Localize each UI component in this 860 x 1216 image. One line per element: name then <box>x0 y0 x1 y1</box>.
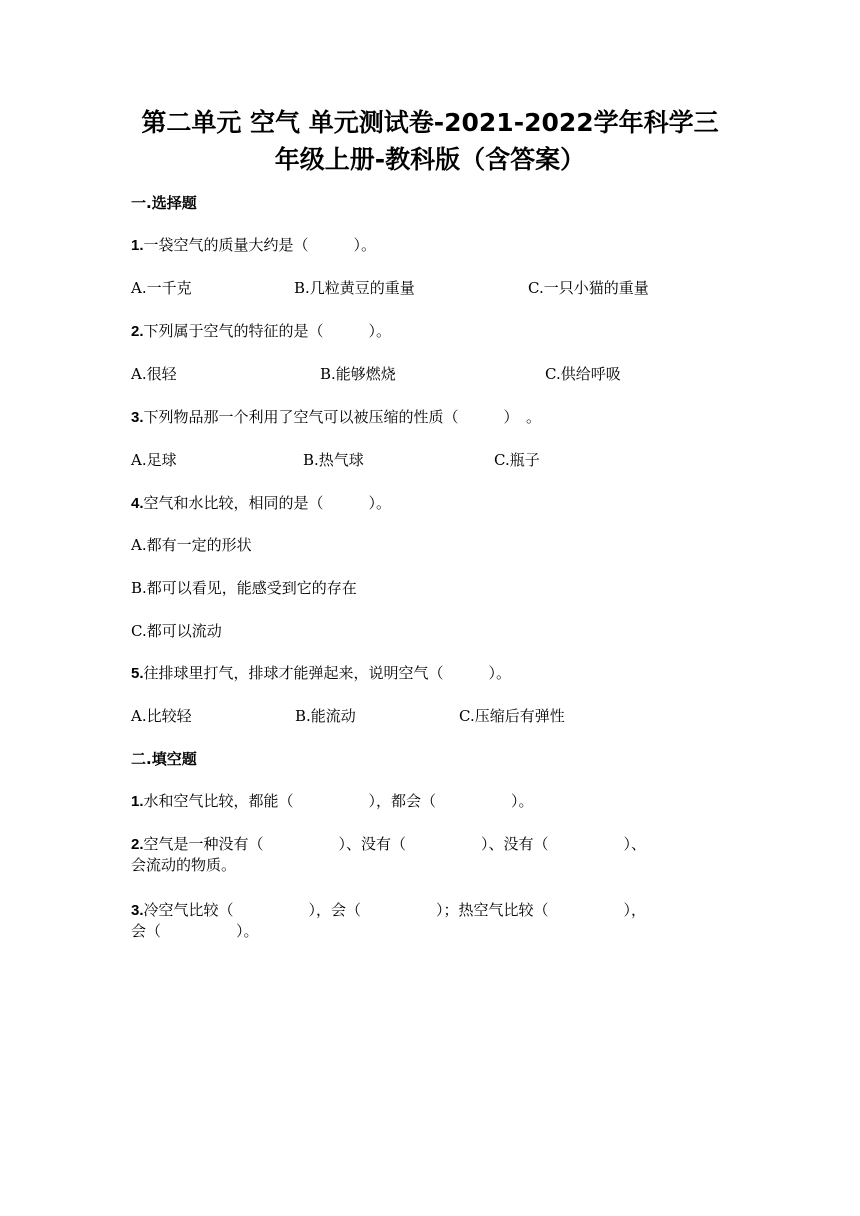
option-b: B.能流动 <box>295 707 356 725</box>
question-number: 5. <box>131 665 144 682</box>
question-text: 水和空气比较，都能（ ），都会（ ）。 <box>143 792 534 810</box>
question-4 <box>131 493 391 514</box>
option-c: C.都可以流动 <box>131 622 222 640</box>
option-c: C.一只小猫的重量 <box>528 279 649 297</box>
section-heading-choice: 一.选择题 <box>131 194 197 212</box>
question-number: 3. <box>131 409 144 426</box>
option-b: B.热气球 <box>303 451 364 469</box>
question-text: 往排球里打气，排球才能弹起来，说明空气（ ）。 <box>143 664 512 682</box>
fill-question-1 <box>131 791 534 812</box>
option-a: A.一千克 <box>131 279 192 297</box>
page-title <box>60 104 800 178</box>
question-text: 空气和水比较，相同的是（ ）。 <box>143 494 392 512</box>
option-a: A.比较轻 <box>131 707 192 725</box>
fill-question-3-continued: 会（ ）。 <box>131 922 259 940</box>
option-c: C.瓶子 <box>494 451 540 469</box>
question-number: 3. <box>131 902 144 919</box>
question-number: 1. <box>131 793 144 810</box>
section-heading-fill: 二.填空题 <box>131 750 197 768</box>
option-c: C.压缩后有弹性 <box>459 707 565 725</box>
fill-question-3 <box>131 900 646 921</box>
question-text: 下列物品那一个利用了空气可以被压缩的性质（ ） 。 <box>143 408 542 426</box>
option-b: B.都可以看见，能感受到它的存在 <box>131 579 357 597</box>
question-number: 4. <box>131 495 144 512</box>
question-1 <box>131 235 376 256</box>
fill-question-2-continued: 会流动的物质。 <box>131 856 237 874</box>
option-a: A.足球 <box>131 451 177 469</box>
option-a: A.都有一定的形状 <box>131 536 252 554</box>
question-text: 冷空气比较（ ），会（ ）；热空气比较（ ）， <box>143 901 647 919</box>
option-b: B.能够燃烧 <box>320 365 396 383</box>
question-text: 空气是一种没有（ ）、没有（ ）、没有（ ）、 <box>143 835 647 853</box>
question-number: 2. <box>131 836 144 853</box>
question-5 <box>131 663 511 684</box>
option-c: C.供给呼吸 <box>545 365 621 383</box>
question-2 <box>131 321 391 342</box>
fill-question-2 <box>131 834 646 855</box>
question-number: 2. <box>131 323 144 340</box>
title-line-1: 第二单元 空气 单元测试卷-2021-2022学年科学三 <box>141 108 719 137</box>
option-b: B.几粒黄豆的重量 <box>294 279 415 297</box>
question-number: 1. <box>131 237 144 254</box>
title-line-2: 年级上册-教科版（含答案） <box>274 145 586 174</box>
question-text: 下列属于空气的特征的是（ ）。 <box>143 322 392 340</box>
option-a: A.很轻 <box>131 365 177 383</box>
question-3 <box>131 407 541 428</box>
question-text: 一袋空气的质量大约是（ ）。 <box>143 236 377 254</box>
